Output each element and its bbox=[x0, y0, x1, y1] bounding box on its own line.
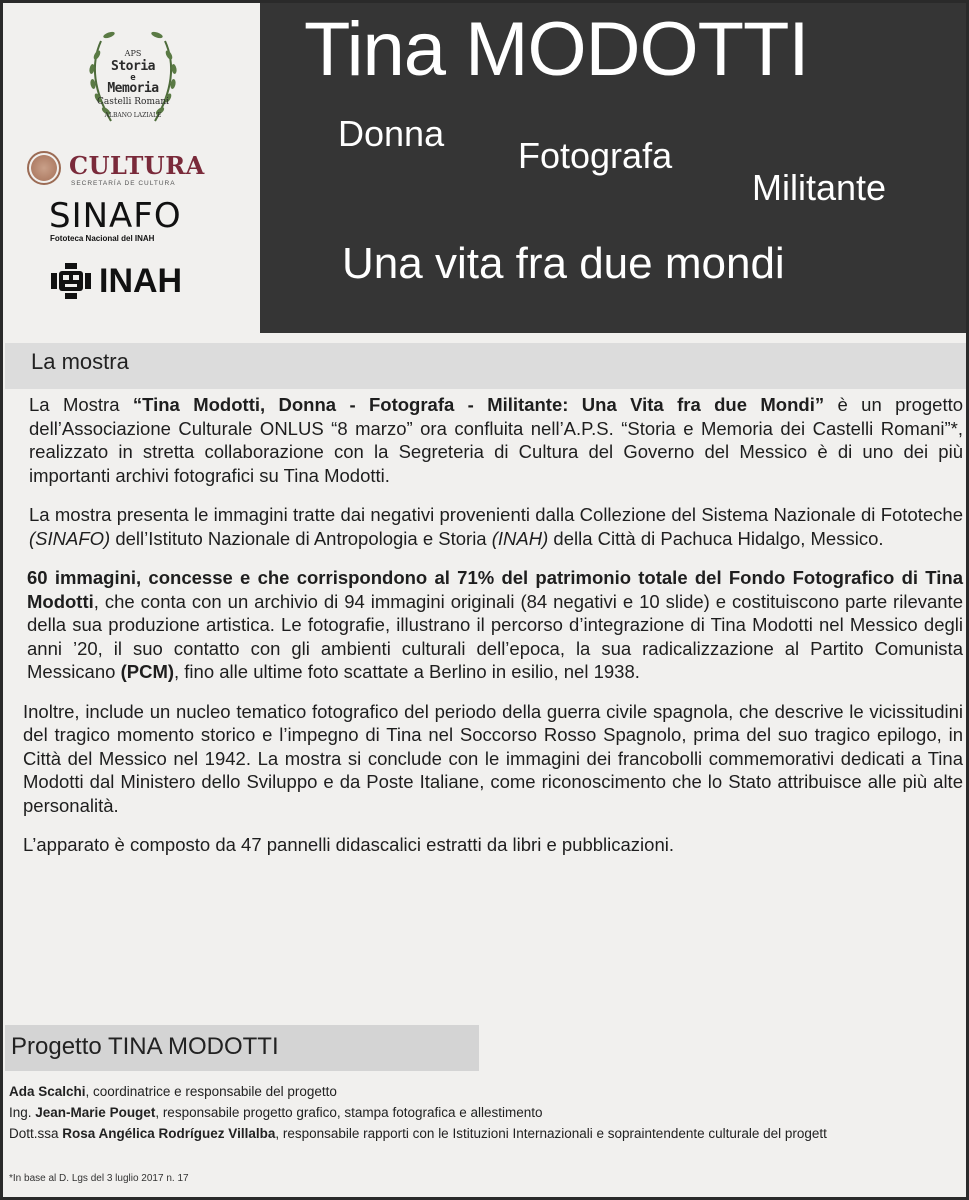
section-header-la-mostra bbox=[5, 343, 966, 389]
section-header-progetto bbox=[5, 1025, 479, 1071]
credit-line bbox=[9, 1102, 966, 1123]
sinafo-subtitle: Fototeca Nacional del INAH bbox=[50, 234, 155, 243]
aps-memoria: Memoria bbox=[107, 81, 159, 96]
p2-inah: (INAH) bbox=[491, 527, 549, 549]
credit-name: Rosa Angélica Rodríguez Villalba bbox=[62, 1126, 276, 1141]
p2-text-c: dell’Istituto Nazionale di Antropologia e Storia bbox=[110, 527, 492, 549]
aps-label: APS bbox=[124, 49, 142, 58]
logos-column bbox=[3, 3, 261, 333]
subtitle-fotografa: Fotografa bbox=[518, 135, 673, 176]
p1-exhibition-title: “Tina Modotti, Donna - Fotografa - Militante: Una Vita fra due Mondi” bbox=[132, 394, 825, 415]
paragraph-4: Inoltre, include un nucleo tematico fotografico del periodo della guerra civile spagnola, che descrive le vicissitudini del tragico momento storico e l’impegno di Tina nel Soccorso Rosso Spagnolo, prima del suo tragico epilogo, in Città del Messico nel 1942. La mostra si conclude con le immagini dei francobolli commemorativi dedicati a Tina Modotti dal Ministero dello Sviluppo e da Poste Italiane, come riconoscimento che lo Stato attribuisce alle più alte personalità. bbox=[23, 700, 963, 816]
p3-pcm: (PCM) bbox=[120, 661, 175, 682]
credit-prefix: Ing. bbox=[9, 1105, 36, 1120]
credit-role: , coordinatrice e responsabile del progetto bbox=[85, 1084, 337, 1099]
credit-role: , responsabile progetto grafico, stampa fotografica e allestimento bbox=[155, 1105, 543, 1120]
credit-prefix: Dott.ssa bbox=[9, 1126, 63, 1141]
p1-text-a: La Mostra bbox=[29, 394, 133, 415]
p3-bold-lead: 60 immagini, concesse e che corrispondono al 71% del patrimonio totale del Fondo Fotografico di Tina Modotti bbox=[27, 567, 963, 612]
page-title: Tina MODOTTI bbox=[304, 7, 809, 92]
credit-name: Ada Scalchi bbox=[9, 1084, 86, 1099]
aps-storia-memoria-logo bbox=[81, 21, 185, 135]
inah-logo bbox=[51, 261, 211, 303]
sinafo-word: SINAFO bbox=[49, 196, 182, 236]
exhibition-panel bbox=[3, 3, 966, 1197]
credit-role: , responsabile rapporti con le Istituzioni Internazionali e sopraintendente culturale del progett bbox=[275, 1126, 827, 1141]
aps-albano: ALBANO LAZIALE bbox=[104, 112, 162, 119]
body-text bbox=[17, 391, 963, 873]
p1-text-c: è un progetto dell’Associazione Culturale ONLUS “8 marzo” ora confluita nell’A.P.S. “Storia e Memoria dei Castelli Romani”*, realizzato in stretta collaborazione con la Segreteria di Cultura del Governo del Messico è di uno dei più importanti archivi fotografici su Tina Modotti. bbox=[29, 394, 964, 486]
aps-storia: Storia bbox=[111, 59, 155, 74]
paragraph-2 bbox=[17, 503, 963, 550]
project-heading: Progetto TINA MODOTTI bbox=[11, 1033, 279, 1060]
cultura-logo bbox=[27, 151, 237, 191]
title-block bbox=[260, 3, 966, 333]
section-heading: La mostra bbox=[31, 349, 129, 374]
p2-sinafo: (SINAFO) bbox=[29, 527, 111, 549]
subtitle-vita: Una vita fra due mondi bbox=[342, 239, 785, 288]
credit-line bbox=[9, 1081, 966, 1102]
footnote: *In base al D. Lgs del 3 luglio 2017 n. 17 bbox=[9, 1173, 189, 1184]
credit-line bbox=[9, 1123, 966, 1144]
aps-castelli: Castelli Romani bbox=[96, 97, 170, 107]
cultura-subtitle: SECRETARÍA DE CULTURA bbox=[71, 180, 176, 187]
credits-list bbox=[9, 1081, 966, 1144]
sinafo-logo bbox=[49, 196, 219, 247]
credit-name: Jean-Marie Pouget bbox=[35, 1105, 156, 1120]
p2-text-e: della Città di Pachuca Hidalgo, Messico. bbox=[548, 527, 884, 549]
aps-e: e bbox=[130, 73, 136, 83]
subtitle-militante: Militante bbox=[752, 167, 887, 208]
p3-text-d: , fino alle ultime foto scattate a Berlino in esilio, nel 1938. bbox=[174, 661, 640, 682]
subtitle-donna: Donna bbox=[338, 113, 445, 154]
p2-text-a: La mostra presenta le immagini tratte dai negativi provenienti dalla Collezione del Sistema Nazionale di Fototeche bbox=[29, 504, 963, 525]
cultura-word: CULTURA bbox=[69, 151, 205, 180]
p3-text-b: , che conta con un archivio di 94 immagini originali (84 negativi e 10 slide) e costituiscono parte rilevante della sua produzione artistica. Le fotografie, illustrano il percorso d’integrazione di Tina Modotti nel Messico degli anni ’20, il suo contatto con gli ambienti culturali dell’epoca, la sua radicalizzazione al Partito Comunista Messicano bbox=[27, 590, 963, 682]
paragraph-5: L’apparato è composto da 47 pannelli didascalici estratti da libri e pubblicazioni. bbox=[23, 834, 674, 855]
inah-word: INAH bbox=[99, 262, 183, 300]
inah-glyph-icon bbox=[51, 263, 91, 299]
paragraph-3 bbox=[17, 566, 963, 684]
mexico-emblem-icon bbox=[27, 151, 61, 185]
paragraph-1 bbox=[17, 393, 963, 487]
